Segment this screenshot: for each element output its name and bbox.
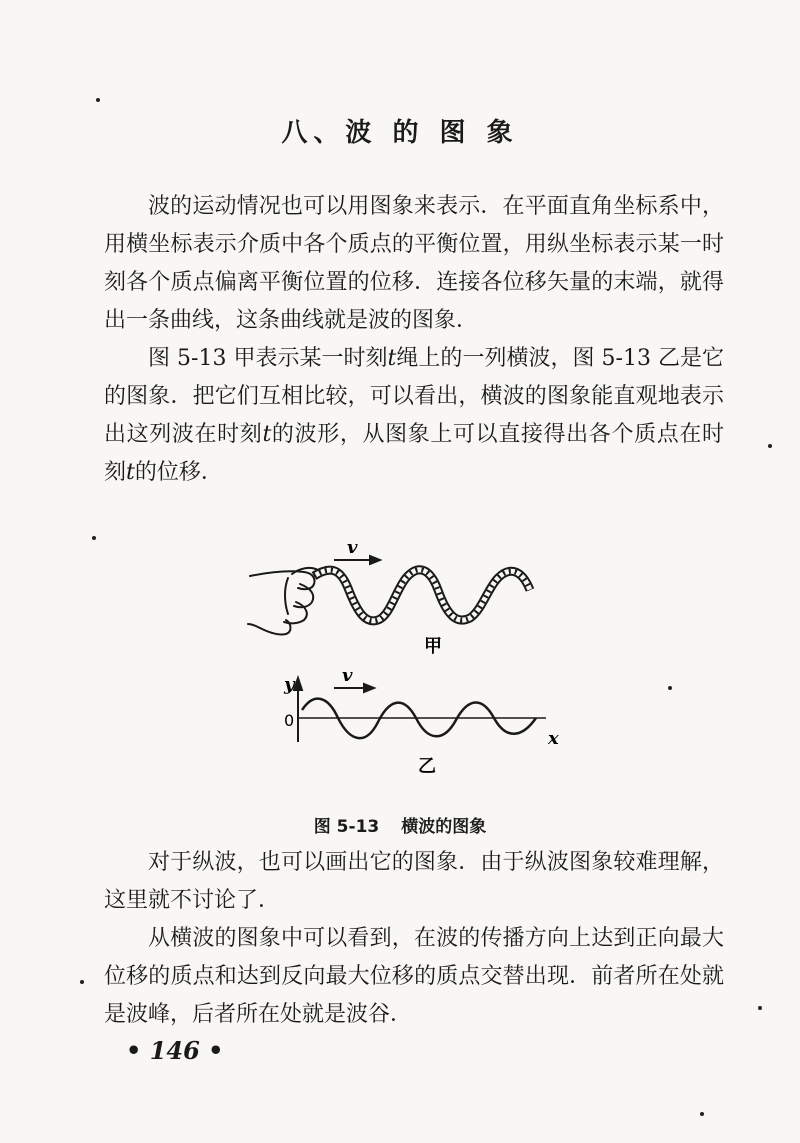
paragraph-1: 波的运动情况也可以用图象来表示．在平面直角坐标系中，用横坐标表示介质中各个质点的平衡位置，用纵坐标表示某一时刻各个质点偏离平衡位置的位移．连接各位移矢量的末端，就得出一条曲线，这条曲线就是波的图象． [104,194,724,333]
paragraph-2-variable-t: t [387,346,397,371]
x-axis-label: x [548,728,559,749]
rope-wave [314,570,530,621]
bottom-velocity-label: v [342,665,353,686]
print-speck [96,98,100,102]
print-speck [92,536,96,540]
y-axis-label: y [284,674,295,695]
print-speck [700,1112,704,1116]
section-title: 八、波 的 图 象 [281,118,519,148]
print-speck [668,686,672,690]
paragraph-2-text-4: 的位移． [134,460,223,485]
top-figure-label: 甲 [424,636,442,657]
hand-drawing [248,568,318,635]
print-speck [758,1006,762,1010]
figure-caption [0,812,800,837]
figure-caption-number: 图 5-13 [313,817,380,837]
paragraph-2-text-2: 绳上的一列横波，图 5-13 乙是它的图象．把它们互相比较，可以看出，横波的图象能直观地表示出这列波在时刻 [104,346,724,447]
figure-5-13 [230,528,570,798]
paragraph-4: 从横波的图象中可以看到，在波的传播方向上达到正向最大位移的质点和达到反向最大位移的质点交替出现．前者所在处就是波峰，后者所在处就是波谷． [104,926,724,1027]
origin-label: 0 [284,711,295,730]
paragraph-2-text-3: 的波形，从图象上可以直接得出各个质点在时刻 [104,422,724,485]
print-speck [80,980,84,984]
figure-caption-text: 横波的图象 [401,817,487,837]
paragraph-2-text-1: 图 5-13 甲表示某一时刻 [148,346,388,371]
page-number: • 146 • [126,1036,224,1065]
bottom-velocity-arrow [334,684,374,692]
bottom-figure-label: 乙 [418,756,436,777]
print-speck [768,444,772,448]
paragraph-3: 对于纵波，也可以画出它的图象．由于纵波图象较难理解，这里就不讨论了． [104,850,724,913]
paragraph-2-variable-t: t [262,422,272,447]
paragraph-2-variable-t: t [126,460,135,485]
paragraph-2 [104,340,724,492]
top-velocity-label: v [347,537,358,558]
